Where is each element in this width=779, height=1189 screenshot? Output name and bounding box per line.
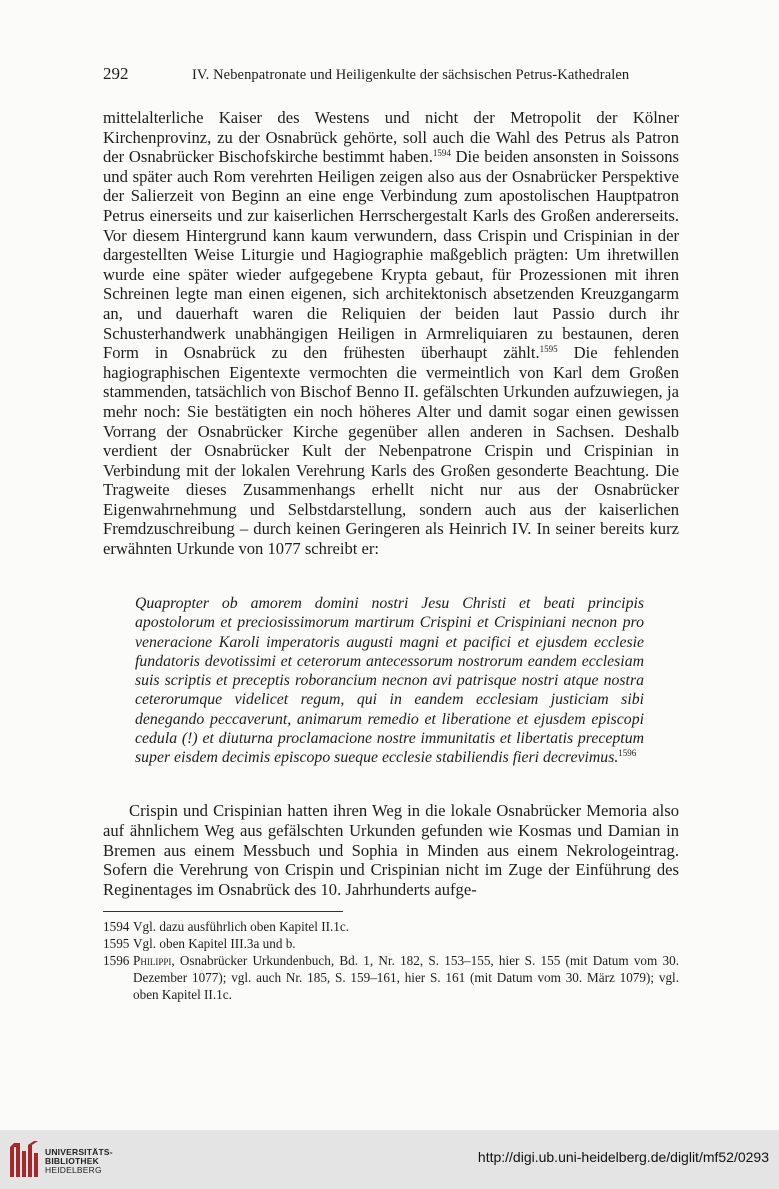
footnote-number: 1596 (103, 953, 130, 968)
logo-line: UNIVERSITÄTS- (45, 1147, 113, 1157)
footnote-ref-1595[interactable]: 1595 (539, 344, 558, 355)
library-seal-icon (8, 1141, 44, 1179)
chapter-title: IV. Nebenpatronate und Heiligenkulte der sächsischen Petrus-Kathedralen (192, 67, 630, 83)
body-paragraph-1 (103, 108, 679, 559)
footnote-number: 1594 (103, 919, 130, 934)
footnote-text: Vgl. dazu ausführlich oben Kapitel II.1c. (133, 919, 350, 934)
footnote-1596 (103, 952, 679, 1003)
footnote-author: Philippi (133, 953, 172, 968)
paragraph-text: Die beiden ansonsten in Soissons und später auch Rom verehrten Heiligen zeigen also aus der Osnabrücker Perspektive der Salierzeit von Beginn an eine enge Verbindung zum apostolischen Hauptpatron Petrus einerseits und zur kaiserlichen Herrschergestalt Karls des Großen andererseits. Vor diesem Hintergrund kann kaum verwundern, dass Crispin und Crispinian in der dargestellten Weise Liturgie und Hagiographie maßgeblich prägten: Um ihretwillen wurde eine später wieder aufgegebene Krypta gebaut, für Prozessionen mit ihren Schreinen legte man einen eigenen, sich architektonisch absetzenden Kreuzgangarm an, und dauerhaft waren die Reliquien der beiden laut Passio durch ihr Schusterhandwerk unabhängigen Heiligen in Armreliquiaren zu bestaunen, deren Form in Osnabrück zu den frühesten überhaupt zählt. (103, 147, 679, 363)
footnote-text (133, 952, 679, 1003)
footnote-1595 (103, 935, 679, 952)
logo-line: HEIDELBERG (45, 1165, 102, 1175)
body-paragraph-2: Crispin und Crispinian hatten ihren Weg in die lokale Osnabrücker Memoria also auf ähnlichem Weg aus gefälschten Urkunden gefunden wie Kosmas und Damian in Bremen aus einem Messbuch und Sophia in Minden aus einem Nekrologeintrag. Sofern die Verehrung von Crispin und Crispinian nicht im Zuge der Einführung des Reginentages im Osnabrück des 10. Jahrhunderts aufge- (103, 801, 679, 900)
viewer-footer-bar (0, 1130, 779, 1189)
paragraph-text: Die fehlenden hagiographischen Eigentexte vermochten die vermeintlich von Karl dem Großen stammenden, tatsächlich von Bischof Benno II. gefälschten Urkunden aufzuwiegen, ja mehr noch: Sie bestätigten ein noch höheres Alter und damit sogar einen gewissen Vorrang der Osnabrücker Kirche gegenüber allen anderen in Sachsen. Deshalb verdient der Osnabrücker Kult der Nebenpatrone Crispin und Crispinian in Verbindung mit der lokalen Verehrung Karls des Großen gesonderte Beachtung. Die Tragweite dieses Zusammenhangs erhellt nicht nur aus der Osnabrücker Eigenwahrnehmung und Selbstdarstellung, sondern auch aus der kaiserlichen Fremdzuschreibung – durch keinen Geringeren als Heinrich IV. In seiner bereits kurz erwähnten Urkunde von 1077 schreibt er: (103, 343, 679, 559)
footnotes (103, 918, 679, 1003)
footnote-citation: , Osnabrücker Urkundenbuch, Bd. 1, Nr. 182, S. 153–155, hier S. 155 (mit Datum vom 30. Dezember 1077); vgl. auch Nr. 185, S. 159–161, hier S. 161 (mit Datum vom 30. März 1079); vgl. oben Kapitel II.1c. (133, 953, 679, 1002)
footnote-ref-1596[interactable]: 1596 (618, 748, 637, 759)
library-name (45, 1148, 113, 1175)
page-number: 292 (103, 64, 129, 83)
permalink-url[interactable]: http://digi.ub.uni-heidelberg.de/diglit/mf52/0293 (477, 1149, 769, 1165)
logo-line: BIBLIOTHEK (45, 1156, 99, 1166)
library-logo[interactable] (8, 1138, 118, 1182)
footnote-text: Vgl. oben Kapitel III.3a und b. (133, 936, 296, 951)
footnote-divider (103, 911, 343, 912)
latin-block-quote (135, 594, 644, 768)
footnote-ref-1594[interactable]: 1594 (432, 148, 451, 159)
footnote-1594 (103, 918, 679, 935)
footnote-number: 1595 (103, 936, 130, 951)
quote-text: Quapropter ob amorem domini nostri Jesu Christi et beati principis apostolorum et preciosissimorum martirum Crispini et Crispiniani necnon pro veneracione Karoli imperatoris augusti magni et pacifici et ejusdem ecclesie fundatoris devotissimi et ceterorum antecessorum nostrorum eandem ecclesiam suis scriptis et preceptis roborancium necnon avi patrisque nostri atque nostra ceterorumque videlicet regum, qui in eandem ecclesiam justiciam sibi denegando peccaverunt, animarum remedio et liberatione et ejusdem episcopi cedula (!) et diuturna proclamacione nostre immunitatis et libertatis preceptum super eisdem decimis episcopo sueque ecclesie stabiliendis fieri decrevimus. (135, 595, 644, 767)
running-head (103, 64, 679, 88)
paragraph-text: mittelalterliche Kaiser des Westens und nicht der Metropolit der Kölner Kirchenprovinz, zu der Osnabrück gehörte, soll auch die Wahl des Petrus als Patron der Osnabrücker Bischofskirche bestimmt haben. (103, 108, 679, 167)
